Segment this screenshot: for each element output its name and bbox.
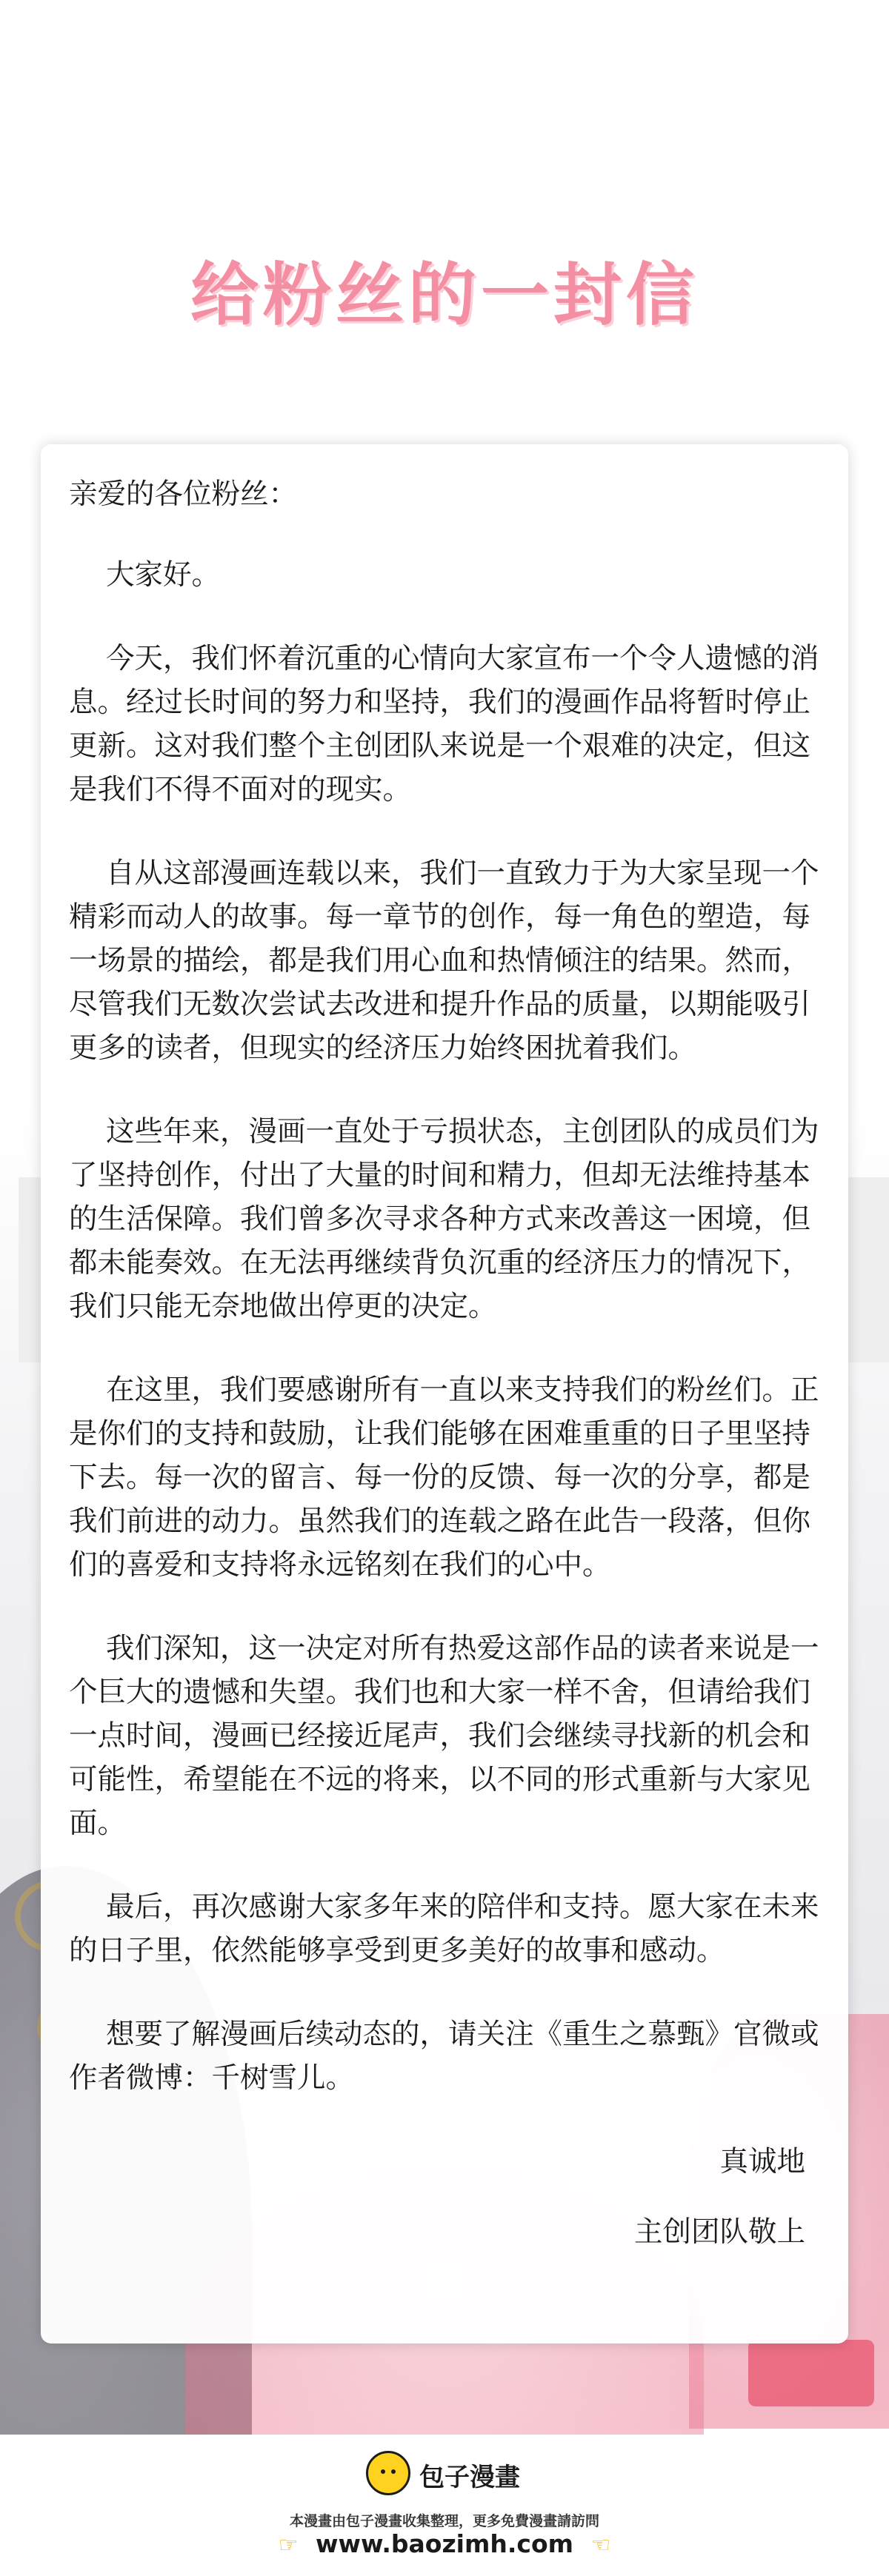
letter-paragraph: 我们深知，这一决定对所有热爱这部作品的读者来说是一个巨大的遗憾和失望。我们也和大家一样不舍，但请给我们一点时间，漫画已经接近尾声，我们会继续寻找新的机会和可能性，希望能在不远的将来，以不同的形式重新与大家见面。	[69, 1632, 819, 1840]
letter-signature: 主创团队敬上	[633, 2215, 805, 2249]
letter-paragraph: 今天，我们怀着沉重的心情向大家宣布一个令人遗憾的消息。经过长时间的努力和坚持，我们的漫画作品将暂时停止更新。这对我们整个主创团队来说是一个艰难的决定，但这是我们不得不面对的现实。	[69, 642, 819, 806]
letter-paragraph: 这些年来，漫画一直处于亏损状态，主创团队的成员们为了坚持创作，付出了大量的时间和精力，但却无法维持基本的生活保障。我们曾多次寻求各种方式来改善这一困境，但都未能奏效。在无法再继续背负沉重的经济压力的情况下，我们只能无奈地做出停更的决定。	[69, 1115, 819, 1323]
page-title: 给粉丝的一封信	[190, 255, 699, 335]
pointing-hand-icon: ☞	[278, 2532, 299, 2558]
letter-paragraph: 最后，再次感谢大家多年来的陪伴和支持。愿大家在未来的日子里，依然能够享受到更多美好的故事和感动。	[69, 1890, 819, 1967]
letter-paper	[41, 444, 848, 2344]
illustration-logo-mark	[748, 2340, 874, 2406]
letter-closing: 真诚地	[719, 2145, 805, 2178]
letter-greeting: 亲爱的各位粉丝：	[69, 478, 298, 511]
brand-name[interactable]: 包子漫畫	[419, 2463, 520, 2492]
background-band	[19, 1177, 41, 1362]
footer-note: 本漫畫由包子漫畫收集整理，更多免費漫畫請訪問	[289, 2513, 599, 2529]
pointing-hand-icon: ☜	[590, 2532, 611, 2558]
site-url-link[interactable]: www.baozimh.com	[316, 2529, 573, 2558]
letter-paragraph: 自从这部漫画连载以来，我们一直致力于为大家呈现一个精彩而动人的故事。每一章节的创作，每一角色的塑造，每一场景的描绘，都是我们用心血和热情倾注的结果。然而，尽管我们无数次尝试去改进和提升作品的质量，以期能吸引更多的读者，但现实的经济压力始终困扰着我们。	[69, 857, 819, 1065]
footer-url-row	[0, 2529, 889, 2558]
letter-paragraph: 想要了解漫画后续动态的，请关注《重生之慕甄》官微或作者微博：千树雪儿。	[69, 2018, 819, 2095]
site-footer	[0, 2435, 889, 2576]
letter-paragraph: 在这里，我们要感谢所有一直以来支持我们的粉丝们。正是你们的支持和鼓励，让我们能够在困难重重的日子里坚持下去。每一次的留言、每一份的反馈、每一次的分享，都是我们前进的动力。虽然我们的连载之路在此告一段落，但你们的喜爱和支持将永远铭刻在我们的心中。	[69, 1374, 819, 1582]
bun-logo-icon[interactable]	[366, 2451, 410, 2495]
letter-paragraph: 大家好。	[106, 558, 221, 592]
